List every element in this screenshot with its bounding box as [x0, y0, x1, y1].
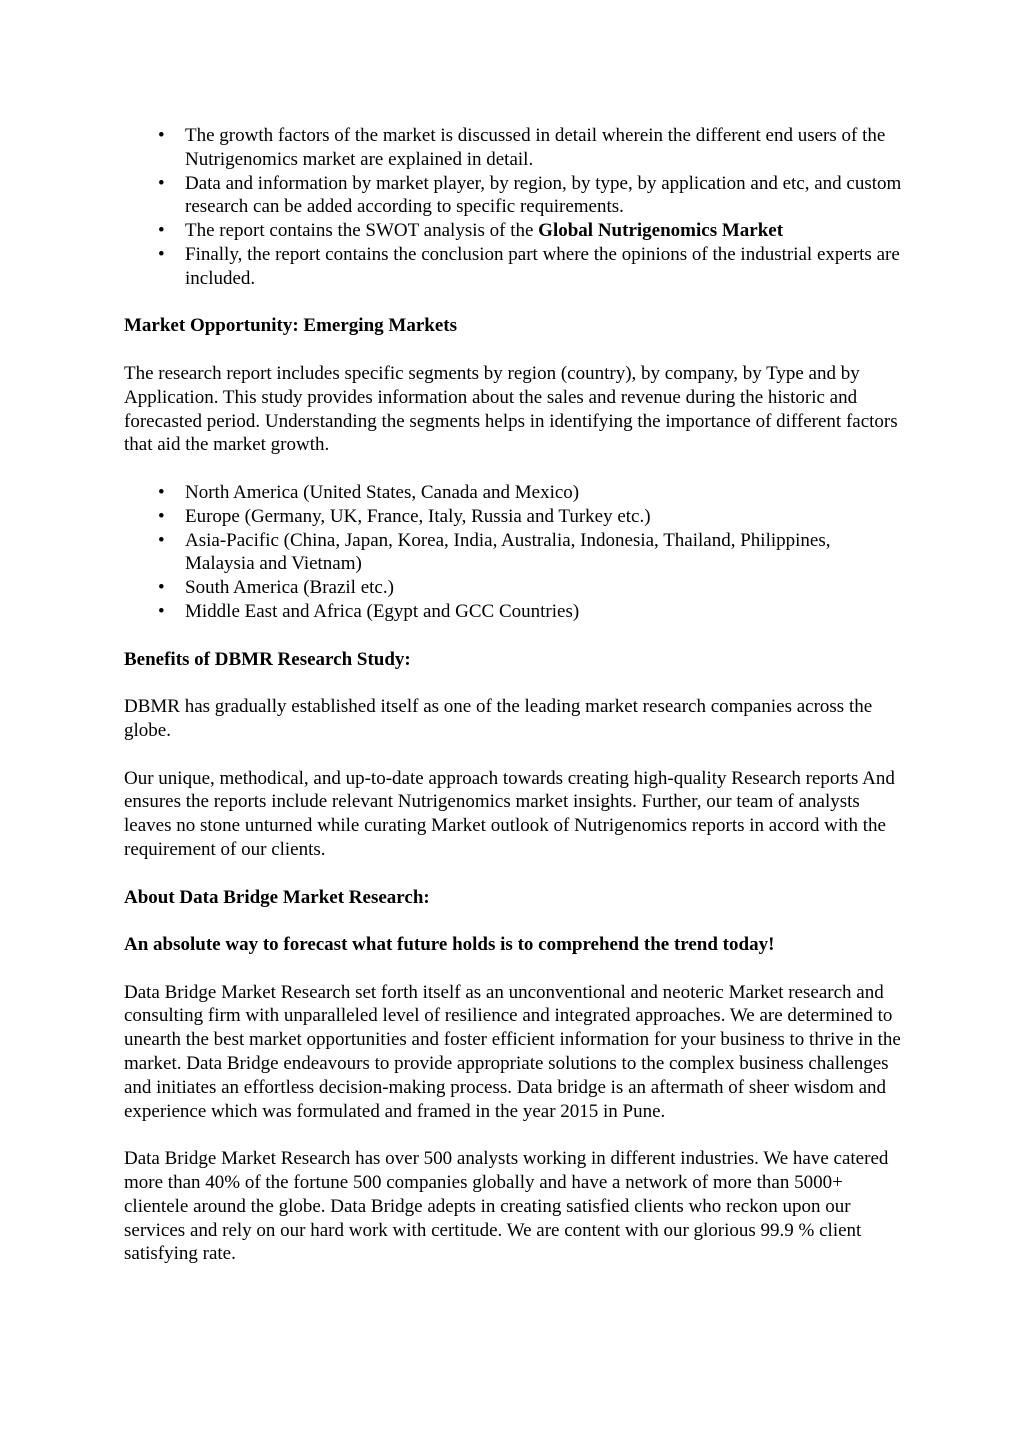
opportunity-heading: Market Opportunity: Emerging Markets	[124, 315, 457, 337]
market-name-bold: Global Nutrigenomics Market	[538, 220, 784, 242]
list-item	[124, 529, 904, 577]
about-paragraph: Data Bridge Market Research set forth itself as an unconventional and neoteric Market research and consulting firm with unparalleled level of resilience and integrated approaches. We are determined to unearth the best market opportunities and foster efficient information for your business to thrive in the market. Data Bridge endeavours to provide appropriate solutions to the complex business challenges and initiates an effortless decision-making process. Data bridge is an aftermath of sheer wisdom and experience which was formulated and framed in the year 2015 in Pune.	[124, 981, 901, 1122]
bullet-icon: •	[158, 243, 165, 265]
bullet-icon: •	[158, 481, 165, 503]
opportunity-paragraph: The research report includes specific segments by region (country), by company, by Type and by Application. This study provides information about the sales and revenue during the historic and forecasted period. Understanding the segments helps in identifying the importance of different factors that aid the market growth.	[124, 362, 898, 456]
bullet-icon: •	[158, 172, 165, 194]
benefits-heading: Benefits of DBMR Research Study:	[124, 648, 411, 670]
tagline: An absolute way to forecast what future holds is to comprehend the trend today!	[124, 934, 775, 956]
list-item-text: Data and information by market player, by region, by type, by application and etc, and custom research can be added according to specific requirements.	[185, 172, 902, 218]
list-item	[124, 576, 904, 600]
list-item-text: The report contains the SWOT analysis of the	[185, 220, 539, 242]
list-item	[124, 219, 904, 243]
report-features-list	[124, 124, 904, 291]
regions-list	[124, 481, 904, 624]
list-item	[124, 600, 904, 624]
bullet-icon: •	[158, 529, 165, 551]
list-item-text: Asia-Pacific (China, Japan, Korea, India, Australia, Indonesia, Thailand, Philippines, Malaysia and Vietnam)	[185, 529, 831, 575]
list-item	[124, 505, 904, 529]
list-item-text: North America (United States, Canada and Mexico)	[185, 481, 580, 503]
bullet-icon: •	[158, 220, 165, 242]
bullet-icon: •	[158, 600, 165, 622]
list-item-text: Europe (Germany, UK, France, Italy, Russia and Turkey etc.)	[185, 505, 651, 527]
list-item-text: South America (Brazil etc.)	[185, 577, 394, 599]
document-page	[124, 124, 904, 1266]
list-item-text: The growth factors of the market is discussed in detail wherein the different end users of the Nutrigenomics market are explained in detail.	[185, 125, 886, 170]
about-paragraph: Data Bridge Market Research has over 500 analysts working in different industries. We have catered more than 40% of the fortune 500 companies globally and have a network of more than 5000+ clientele around the globe. Data Bridge adepts in creating satisfied clients who reckon upon our services and rely on our hard work with certitude. We are content with our glorious 99.9 % client satisfying rate.	[124, 1148, 889, 1265]
list-item-text: Middle East and Africa (Egypt and GCC Countries)	[185, 600, 580, 622]
list-item	[124, 243, 904, 291]
benefits-paragraph: DBMR has gradually established itself as one of the leading market research companies across the globe.	[124, 696, 873, 741]
bullet-icon: •	[158, 125, 165, 146]
list-item	[124, 172, 904, 220]
about-heading: About Data Bridge Market Research:	[124, 886, 430, 908]
list-item	[124, 481, 904, 505]
bullet-icon: •	[158, 505, 165, 527]
list-item	[124, 124, 904, 172]
benefits-paragraph: Our unique, methodical, and up-to-date approach towards creating high-quality Research reports And ensures the reports include relevant Nutrigenomics market insights. Further, our team of analysts leaves no stone unturned while curating Market outlook of Nutrigenomics reports in accord with the requirement of our clients.	[124, 767, 895, 860]
list-item-text: Finally, the report contains the conclusion part where the opinions of the industrial experts are included.	[185, 243, 900, 289]
bullet-icon: •	[158, 577, 165, 599]
